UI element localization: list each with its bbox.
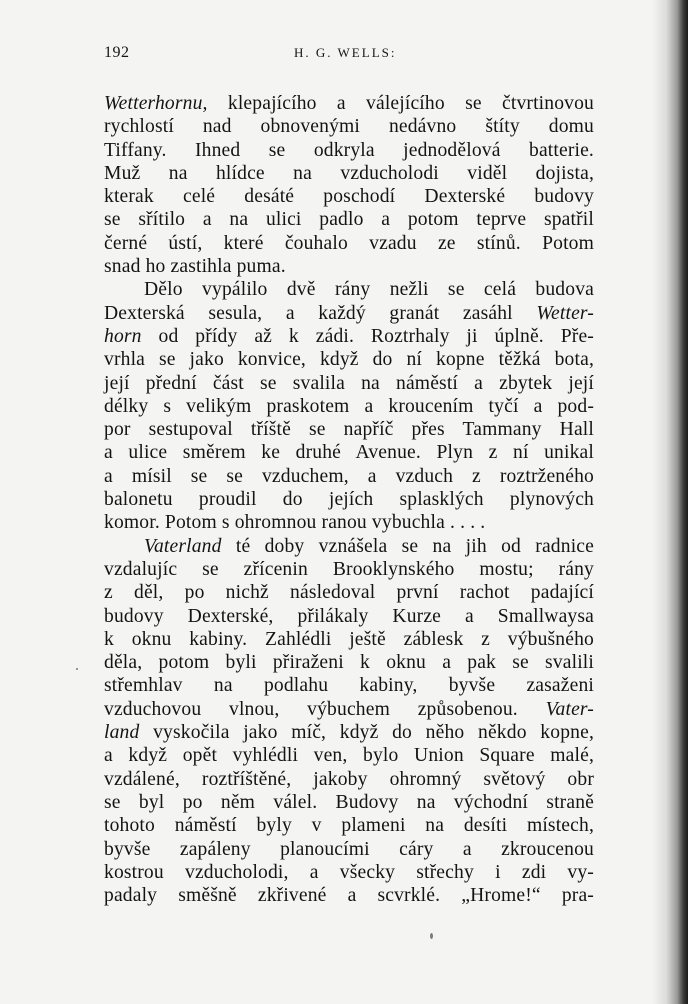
text-run: rychlostí nad obnovenými nedávno štíty domu [104,116,594,138]
text-line [104,838,594,861]
text-run: tohoto náměstí byly v plameni na desíti místech, [104,815,594,837]
text-run: děla, potom byli přiraženi k oknu a pak se svalili [104,652,594,674]
text-line [104,581,594,604]
text-run: snad ho zastihla puma. [104,256,286,278]
text-line [104,348,594,371]
book-spine-shadow [652,0,688,1004]
italic-text-run: Wetter- [536,302,594,324]
text-line [104,278,594,301]
text-line [104,302,594,325]
page-number: 192 [104,44,130,61]
text-run: té doby vznášela se na jih od radnice [221,535,594,557]
paper-speck [76,668,78,670]
text-run: střemhlav na podlahu kabiny, byvše zasaženi [104,675,594,697]
text-run: vrhla se jako konvice, když do ní kopne těžká bota, [104,349,594,371]
text-run: černé ústí, které čouhalo vzadu ze stínů. Potom [104,232,594,254]
page-header [104,44,604,64]
italic-text-run: Wetterhornu, [104,93,208,114]
text-line [104,814,594,837]
text-run: byvše zapáleny planoucími cáry a zkroucenou [104,838,594,860]
text-run: budovy Dexterské, přilákaly Kurze a Smallwaysa [104,605,594,627]
text-run: vzduchovou vlnou, výbuchem způsobenou. [104,698,546,720]
text-run: a mísil se se vzduchem, a vzduch z roztrženého [104,465,594,487]
text-run: se byl po něm válel. Budovy na východní straně [104,791,594,813]
text-run: vyskočila jako míč, když do něho někdo kopne, [139,722,594,744]
text-run: a když opět vyhlédli ven, bylo Union Square malé, [104,745,594,767]
text-run: Dexterská sesula, a každý granát zasáhl [104,302,537,324]
text-line [104,884,594,907]
text-line [104,535,594,558]
text-line [104,768,594,791]
text-line [104,162,594,185]
text-line [104,139,594,162]
text-line [104,418,594,441]
text-line [104,208,594,231]
text-run: klepajícího a válejícího se čtvrtinovou [207,93,594,114]
text-line [104,651,594,674]
text-line [104,628,594,651]
text-line [104,232,594,255]
text-run: její přední část se svalila na náměstí a zbytek její [104,372,594,394]
text-run: od přídy až k zádi. Roztrhaly ji úplně. Pře- [141,325,594,347]
text-run: komor. Potom s ohromnou ranou vybuchla . . . . [104,512,486,534]
text-run: padaly směšně zkřivené a scvrklé. „Hrome!“ pra- [104,885,594,907]
text-run: z děl, po nichž následoval první rachot padající [104,582,594,604]
text-run: Muž na hlídce na vzducholodi viděl dojista, [104,162,594,184]
text-run: délky s velikým praskotem a kroucením tyčí a pod- [104,395,594,417]
text-line [104,861,594,884]
text-line [104,721,594,744]
text-line [104,395,594,418]
paper-speck [430,933,433,939]
text-line [104,674,594,697]
text-line [104,698,594,721]
text-line [104,488,594,511]
text-line [104,558,594,581]
text-run: kterak celé desáté poschodí Dexterské budovy [104,186,594,208]
running-head: H. G. WELLS: [294,45,397,60]
body-text [104,92,594,907]
text-run: k oknu kabiny. Zahlédli ještě záblesk z výbušného [104,628,594,650]
text-run: Dělo vypálilo dvě rány nežli se celá budova [144,279,594,301]
text-line [104,115,594,138]
text-line [104,791,594,814]
text-run: a ulice směrem ke druhé Avenue. Plyn z ní unikal [104,442,594,464]
text-run: vzdalujíc se zřícenin Brooklynského mostu; rány [104,558,594,580]
text-line [104,441,594,464]
text-line [104,744,594,767]
text-line [104,92,594,115]
text-line [104,605,594,628]
text-line [104,465,594,488]
text-line [104,185,594,208]
text-line [104,325,594,348]
text-run: vzdálené, roztříštěné, jakoby ohromný světový obr [104,768,594,790]
italic-text-run: horn [104,325,142,347]
italic-text-run: Vater- [545,698,594,720]
text-line [104,372,594,395]
text-run: se sřítilo a na ulici padlo a potom teprve spatřil [104,209,594,231]
text-run: balonetu proudil do jejích splasklých plynových [104,489,594,511]
text-run: por sestupoval tříště se napříč přes Tammany Hall [104,419,594,441]
text-line [104,255,594,278]
italic-text-run: Vaterland [144,535,222,557]
italic-text-run: land [104,722,140,744]
text-run: kostrou vzducholodi, a všecky střechy i zdi vy- [104,861,594,883]
text-run: Tiffany. Ihned se odkryla jednodělová batterie. [104,139,594,161]
text-line [104,511,594,534]
